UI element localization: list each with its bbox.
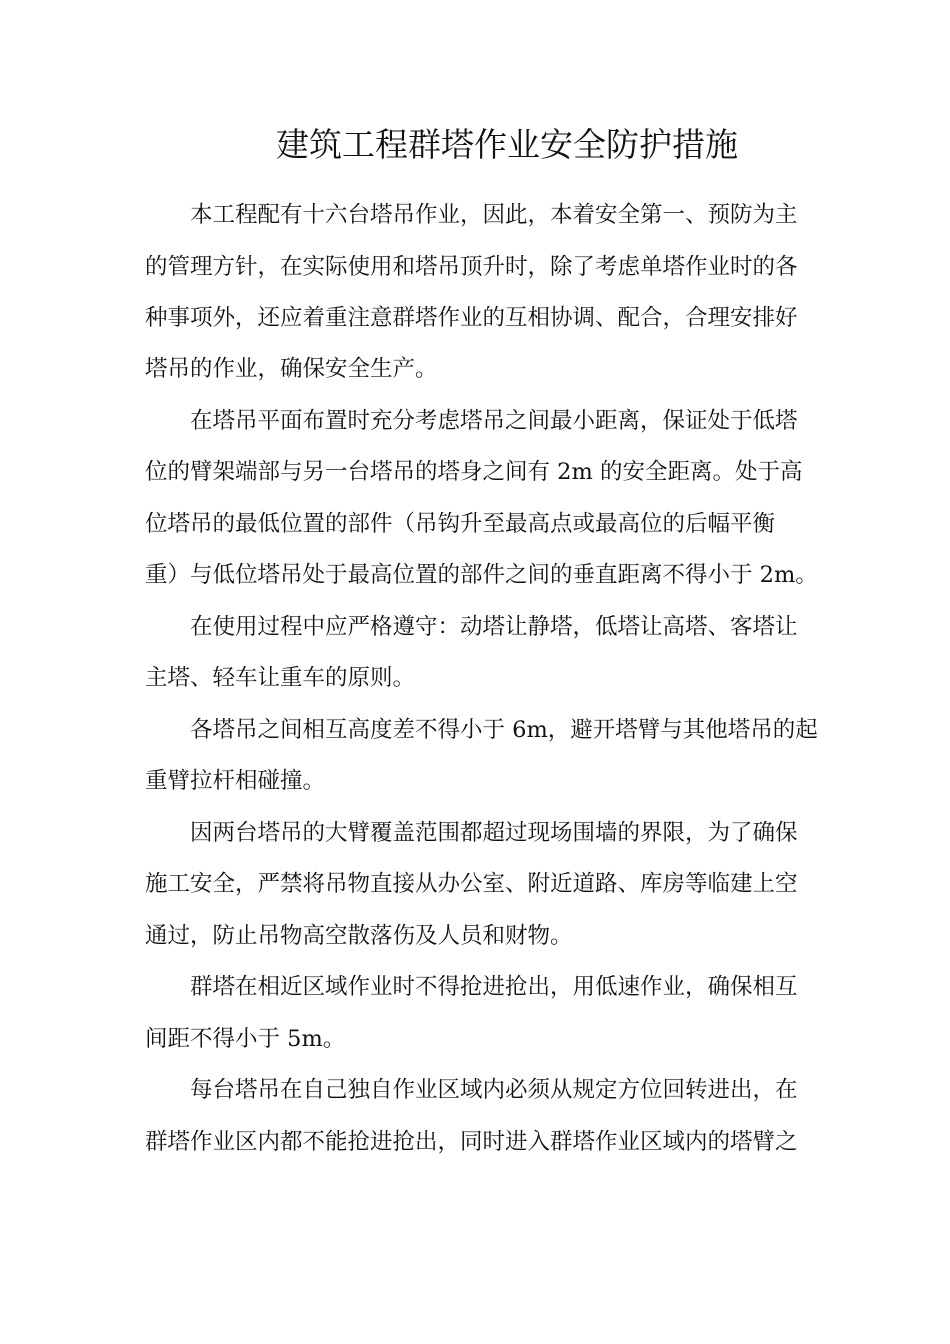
- paragraph-line: 塔吊的作业，确保安全生产。: [145, 356, 438, 382]
- paragraph-line: 各塔吊之间相互高度差不得小于 6m，避开塔臂与其他塔吊的起: [190, 717, 818, 743]
- paragraph-line: 因两台塔吊的大臂覆盖范围都超过现场围墙的界限，为了确保: [190, 820, 798, 846]
- paragraph-line: 施工安全，严禁将吊物直接从办公室、附近道路、库房等临建上空: [145, 871, 798, 897]
- paragraph-line: 群塔作业区内都不能抢进抢出，同时进入群塔作业区域内的塔臂之: [145, 1129, 798, 1155]
- document-title: 建筑工程群塔作业安全防护措施: [276, 125, 738, 164]
- paragraph-line: 在塔吊平面布置时充分考虑塔吊之间最小距离，保证处于低塔: [190, 408, 798, 434]
- paragraph-line: 每台塔吊在自己独自作业区域内必须从规定方位回转进出，在: [190, 1077, 798, 1103]
- paragraph-line: 在使用过程中应严格遵守：动塔让静塔，低塔让高塔、客塔让: [190, 614, 798, 640]
- paragraph-line: 位塔吊的最低位置的部件（吊钩升至最高点或最高位的后幅平衡: [145, 511, 776, 537]
- paragraph-line: 通过，防止吊物高空散落伤及人员和财物。: [145, 923, 573, 949]
- paragraph-line: 间距不得小于 5m。: [145, 1026, 346, 1052]
- paragraph-line: 重）与低位塔吊处于最高位置的部件之间的垂直距离不得小于 2m。: [145, 562, 818, 588]
- paragraph-line: 的管理方针，在实际使用和塔吊顶升时，除了考虑单塔作业时的各: [145, 254, 798, 280]
- paragraph-line: 重臂拉杆相碰撞。: [145, 768, 326, 794]
- paragraph-line: 主塔、轻车让重车的原则。: [145, 665, 416, 691]
- paragraph-line: 种事项外，还应着重注意群塔作业的互相协调、配合，合理安排好: [145, 305, 798, 331]
- paragraph-line: 本工程配有十六台塔吊作业，因此，本着安全第一、预防为主: [190, 202, 798, 228]
- paragraph-line: 位的臂架端部与另一台塔吊的塔身之间有 2m 的安全距离。处于高: [145, 459, 803, 485]
- paragraph-line: 群塔在相近区域作业时不得抢进抢出，用低速作业，确保相互: [190, 974, 798, 1000]
